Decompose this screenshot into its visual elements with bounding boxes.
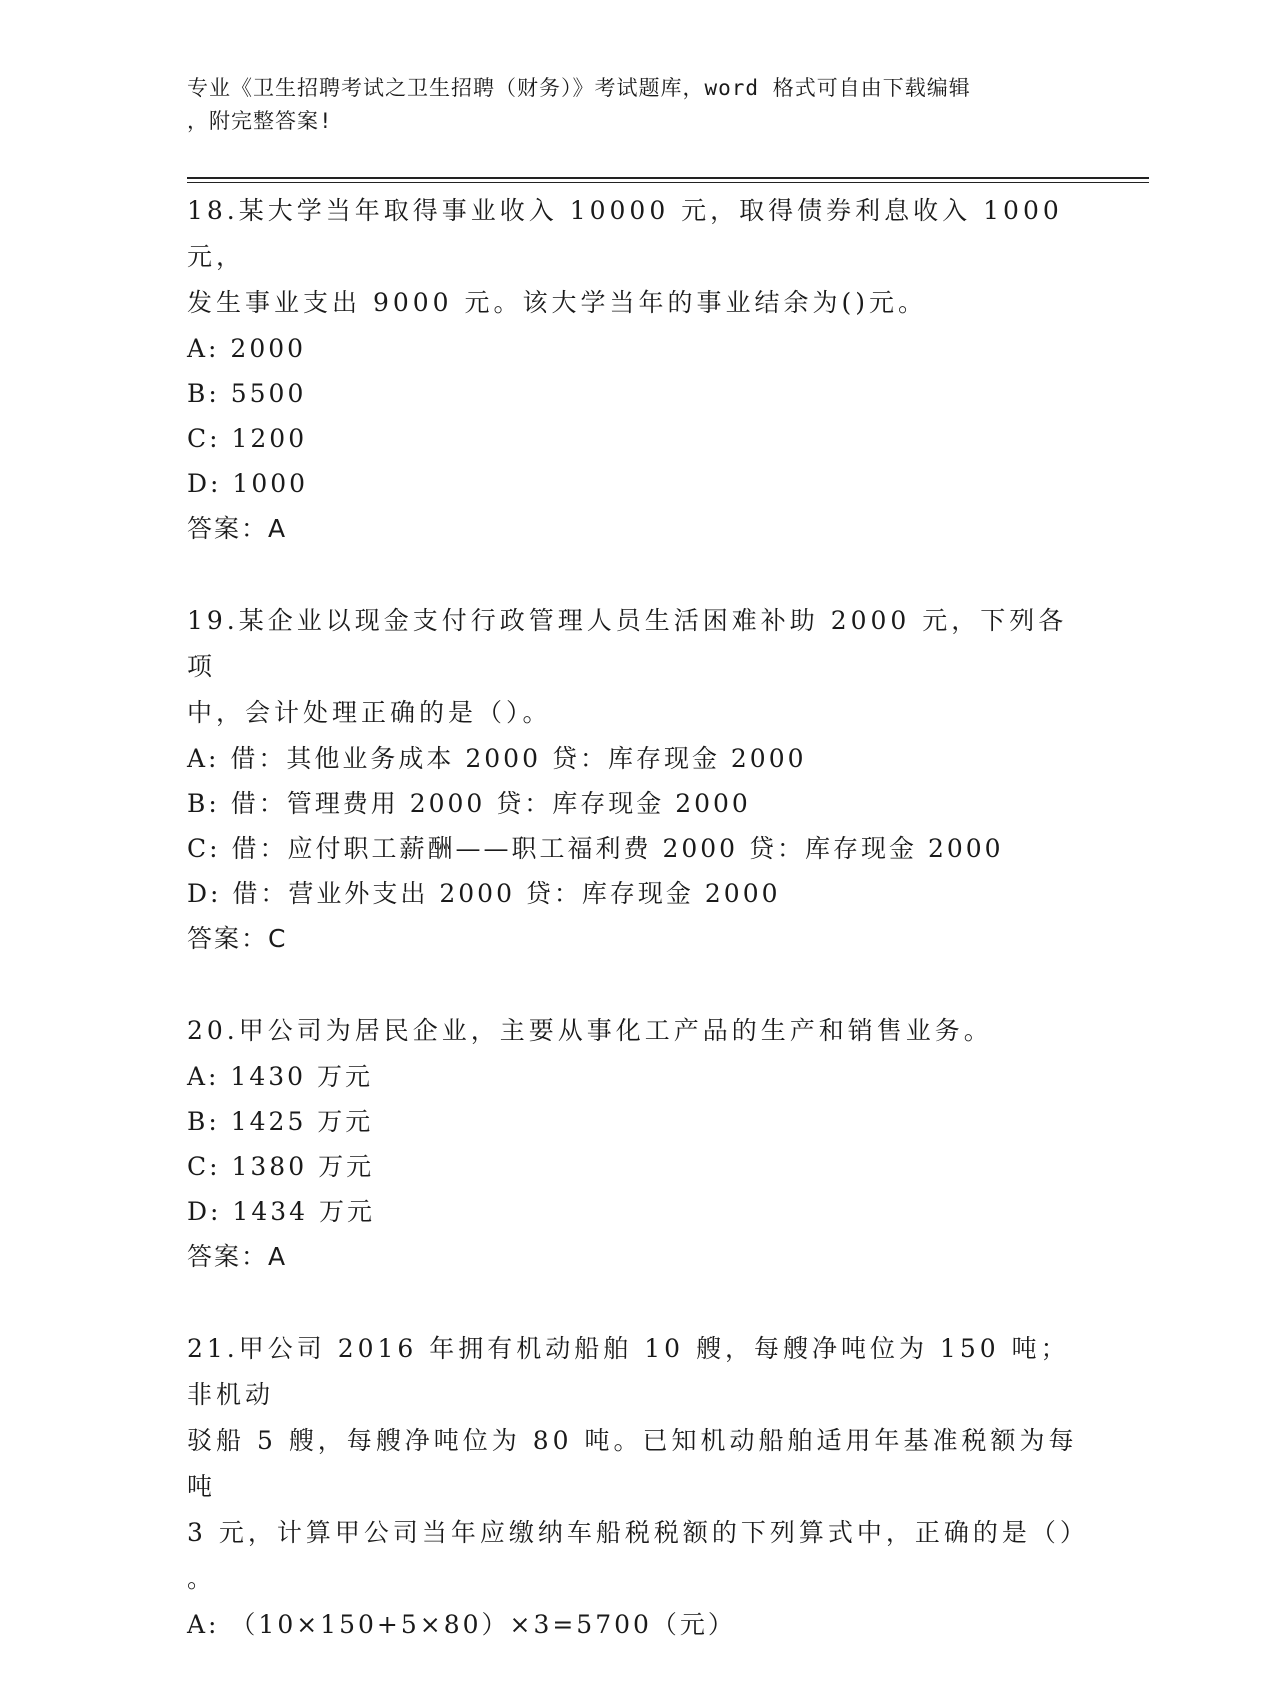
option-c: C: 1380 万元 — [187, 1152, 375, 1181]
option-b: B: 借：管理费用 2000 贷：库存现金 2000 — [187, 789, 751, 818]
answer-line: 答案：C — [187, 924, 288, 953]
answer-line: 答案：A — [187, 1242, 288, 1271]
option-a: A: 2000 — [187, 334, 307, 363]
option-b: B: 5500 — [187, 379, 307, 408]
header-line-2: ，附完整答案! — [187, 109, 333, 133]
question-20 — [187, 1008, 1087, 1280]
option-c: C: 借：应付职工薪酬——职工福利费 2000 贷：库存现金 2000 — [187, 834, 1004, 863]
question-stem-line: 发生事业支出 9000 元。该大学当年的事业结余为()元。 — [187, 288, 928, 317]
question-list — [187, 188, 1087, 1693]
question-stem-line: 20.甲公司为居民企业，主要从事化工产品的生产和销售业务。 — [187, 1016, 993, 1045]
option-a: A: （10×150+5×80）×3=5700（元） — [187, 1610, 736, 1639]
option-d: D: 1434 万元 — [187, 1197, 375, 1226]
question-stem-line: 21.甲公司 2016 年拥有机动船舶 10 艘，每艘净吨位为 150 吨；非机动 — [187, 1334, 1070, 1409]
header-divider-thick — [187, 177, 1149, 179]
option-d: D: 1000 — [187, 469, 309, 498]
header-divider-thin — [187, 182, 1149, 183]
header-line-1: 专业《卫生招聘考试之卫生招聘（财务）》考试题库，word 格式可自由下载编辑 — [187, 76, 971, 100]
question-stem-line: 19.某企业以现金支付行政管理人员生活困难补助 2000 元，下列各项 — [187, 606, 1068, 681]
option-d: D: 借：营业外支出 2000 贷：库存现金 2000 — [187, 879, 781, 908]
document-header — [187, 72, 1067, 138]
question-stem-line: 18.某大学当年取得事业收入 10000 元，取得债券利息收入 1000 元， — [187, 196, 1063, 271]
question-stem-line: 中，会计处理正确的是（）。 — [187, 698, 552, 727]
question-stem-line: 3 元，计算甲公司当年应缴纳车船税税额的下列算式中，正确的是（） — [187, 1518, 1089, 1547]
question-19 — [187, 598, 1087, 962]
question-stem-line: 。 — [187, 1564, 217, 1593]
option-c: C: 1200 — [187, 424, 308, 453]
question-21 — [187, 1326, 1087, 1647]
question-18 — [187, 188, 1087, 552]
option-a: A: 借：其他业务成本 2000 贷：库存现金 2000 — [187, 744, 807, 773]
question-stem-line: 驳船 5 艘，每艘净吨位为 80 吨。已知机动船舶适用年基准税额为每吨 — [187, 1426, 1078, 1501]
option-b: B: 1425 万元 — [187, 1107, 374, 1136]
answer-line: 答案：A — [187, 514, 288, 543]
option-a: A: 1430 万元 — [187, 1062, 373, 1091]
